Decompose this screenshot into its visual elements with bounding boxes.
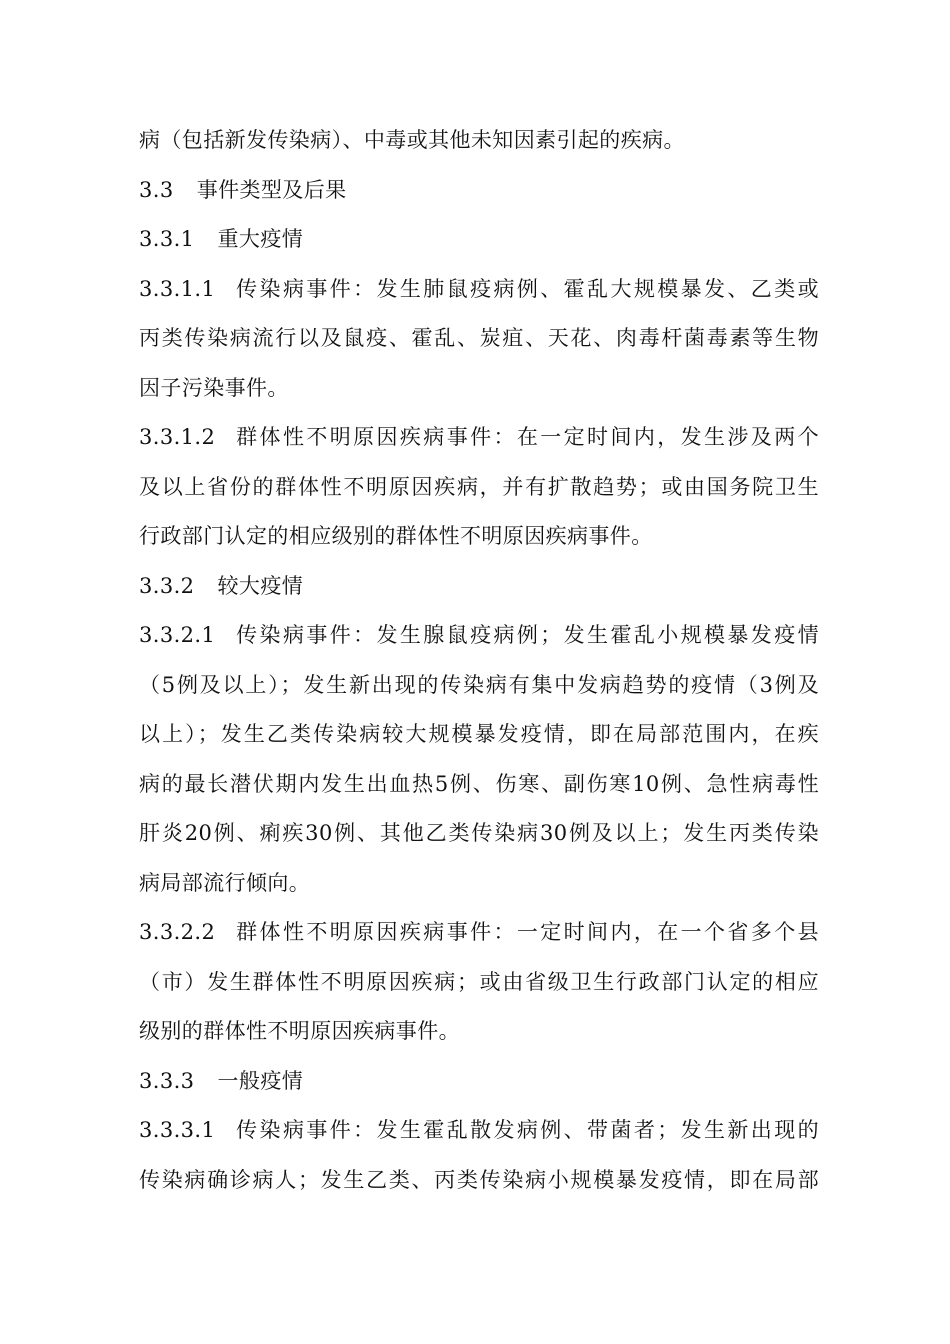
line-text: 及以上省份的群体性不明原因疾病，并有扩散趋势；或由国务院卫生 xyxy=(139,474,819,499)
text-line xyxy=(139,908,819,958)
text-line xyxy=(139,809,819,859)
paragraph-number: 3.3.1.1 xyxy=(139,276,216,301)
line-text: 肝炎20例、痢疾30例、其他乙类传染病30例及以上；发生丙类传染 xyxy=(139,821,819,845)
numbered-paragraph xyxy=(139,265,819,414)
text-line xyxy=(139,710,819,760)
heading-line xyxy=(139,215,819,265)
line-text: 传染病确诊病人；发生乙类、丙类传染病小规模暴发疫情，即在局部 xyxy=(139,1167,819,1192)
paragraph-number: 3.3.3.1 xyxy=(139,1118,216,1142)
text-line xyxy=(139,364,819,414)
line-text: 病局部流行倾向。 xyxy=(139,870,311,895)
text-line xyxy=(139,512,819,562)
text-line xyxy=(139,1156,819,1206)
text-line xyxy=(139,611,819,661)
line-text: 群体性不明原因疾病事件：一定时间内，在一个省多个县 xyxy=(234,920,819,944)
text-line xyxy=(139,1106,819,1156)
text-line xyxy=(139,661,819,711)
line-text: （市）发生群体性不明原因疾病；或由省级卫生行政部门认定的相应 xyxy=(139,969,819,994)
heading-line xyxy=(139,166,819,216)
text-line xyxy=(139,463,819,513)
line-text: 丙类传染病流行以及鼠疫、霍乱、炭疽、天花、肉毒杆菌毒素等生物 xyxy=(139,326,819,350)
section-heading xyxy=(139,562,819,612)
text-line xyxy=(139,314,819,364)
section-title: 较大疫情 xyxy=(217,573,304,598)
line-text: 传染病事件：发生腺鼠疫病例；发生霍乱小规模暴发疫情 xyxy=(234,623,819,647)
line-text: 病（包括新发传染病）、中毒或其他未知因素引起的疾病。 xyxy=(139,128,685,152)
section-number: 3.3.1 xyxy=(139,227,195,251)
section-number: 3.3.2 xyxy=(139,573,195,598)
text-line xyxy=(139,760,819,810)
text-line xyxy=(139,958,819,1008)
document-body xyxy=(139,116,819,1205)
paragraph-number: 3.3.2.1 xyxy=(139,623,216,647)
line-text: 传染病事件：发生霍乱散发病例、带菌者；发生新出现的 xyxy=(234,1118,819,1142)
line-text: 病的最长潜伏期内发生出血热5例、伤寒、副伤寒10例、急性病毒性 xyxy=(139,771,819,796)
line-text: 行政部门认定的相应级别的群体性不明原因疾病事件。 xyxy=(139,524,653,548)
section-number: 3.3.3 xyxy=(139,1068,195,1093)
line-text: 以上）；发生乙类传染病较大规模暴发疫情，即在局部范围内，在疾 xyxy=(139,722,819,746)
section-title: 事件类型及后果 xyxy=(196,177,347,202)
line-text: 传染病事件：发生肺鼠疫病例、霍乱大规模暴发、乙类或 xyxy=(234,276,819,301)
heading-line xyxy=(139,562,819,612)
text-line xyxy=(139,265,819,315)
text-line xyxy=(139,859,819,909)
line-text: 因子污染事件。 xyxy=(139,375,289,400)
paragraph-number: 3.3.1.2 xyxy=(139,425,216,449)
text-line xyxy=(139,116,819,166)
paragraph-number: 3.3.2.2 xyxy=(139,920,216,944)
section-title: 一般疫情 xyxy=(217,1068,304,1093)
paragraph xyxy=(139,116,819,166)
line-text: 级别的群体性不明原因疾病事件。 xyxy=(139,1019,460,1043)
numbered-paragraph xyxy=(139,908,819,1057)
numbered-paragraph xyxy=(139,413,819,562)
text-line xyxy=(139,1007,819,1057)
section-heading xyxy=(139,215,819,265)
section-heading xyxy=(139,166,819,216)
section-title: 重大疫情 xyxy=(217,227,304,251)
heading-line xyxy=(139,1057,819,1107)
text-line xyxy=(139,413,819,463)
line-text: 群体性不明原因疾病事件：在一定时间内，发生涉及两个 xyxy=(234,425,819,449)
section-heading xyxy=(139,1057,819,1107)
numbered-paragraph xyxy=(139,1106,819,1205)
numbered-paragraph xyxy=(139,611,819,908)
line-text: （5例及以上）；发生新出现的传染病有集中发病趋势的疫情（3例及 xyxy=(139,672,819,697)
section-number: 3.3 xyxy=(139,177,174,202)
